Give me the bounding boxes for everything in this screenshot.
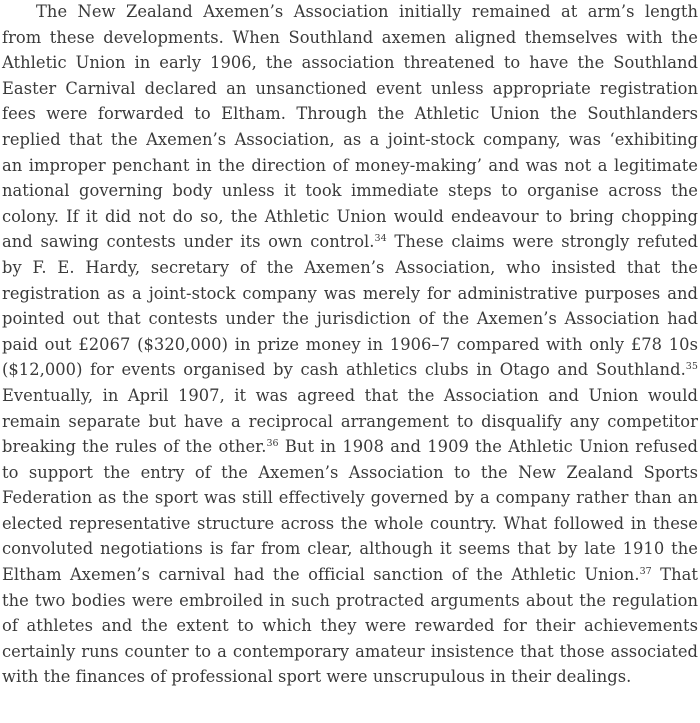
text-line-18-after: But in 1908 and 1909 the Athletic Union refused bbox=[278, 437, 698, 457]
text-line-13: pointed out that contests under the jurisdiction of the Axemen’s Association had bbox=[2, 309, 698, 329]
text-line-15-before: ($12,000) for events organised by cash athletics clubs in Otago and Southland. bbox=[2, 360, 686, 380]
text-line-20: Federation as the sport was still effectively governed by a company rather than an bbox=[2, 488, 698, 508]
text-line-23-after: That bbox=[651, 565, 698, 585]
text-line-27: with the finances of professional sport were unscrupulous in their dealings. bbox=[2, 667, 632, 687]
footnote-marker-37[interactable]: 37 bbox=[639, 566, 652, 578]
footnote-marker-34[interactable]: 34 bbox=[374, 233, 387, 245]
text-line-19: to support the entry of the Axemen’s Association to the New Zealand Sports bbox=[2, 462, 698, 482]
text-line-22: convoluted negotiations is far from clear, although it seems that by late 1910 the bbox=[2, 539, 698, 559]
text-line-15 bbox=[2, 357, 698, 383]
text-line-2: from these developments. When Southland axemen aligned themselves with the bbox=[2, 27, 698, 47]
text-line-10-after: These claims were strongly refuted bbox=[386, 232, 698, 252]
text-line-16: Eventually, in April 1907, it was agreed that the Association and Union would bbox=[2, 385, 698, 405]
text-line-14: paid out £2067 ($320,000) in prize money in 1906–7 compared with only £78 10s bbox=[2, 334, 698, 354]
text-line-17: remain separate but have a reciprocal arrangement to disqualify any competitor bbox=[2, 411, 698, 431]
text-line-3: Athletic Union in early 1906, the association threatened to have the Southland bbox=[2, 53, 698, 73]
text-line-1: The New Zealand Axemen’s Association initially remained at arm’s length bbox=[36, 2, 698, 21]
body-paragraph bbox=[2, 0, 698, 690]
text-line-18-before: breaking the rules of the other. bbox=[2, 437, 267, 457]
text-line-26: certainly runs counter to a contemporary amateur insistence that those associated bbox=[2, 641, 698, 661]
text-line-10-before: and sawing contests under its own control. bbox=[2, 232, 375, 252]
text-line-11: by F. E. Hardy, secretary of the Axemen’s Association, who insisted that the bbox=[2, 257, 698, 277]
text-line-5: fees were forwarded to Eltham. Through the Athletic Union the Southlanders bbox=[2, 104, 698, 124]
text-line-23-before: Eltham Axemen’s carnival had the official sanction of the Athletic Union. bbox=[2, 565, 640, 585]
text-line-10 bbox=[2, 229, 698, 255]
text-line-12: registration as a joint-stock company was merely for administrative purposes and bbox=[2, 283, 698, 303]
footnote-marker-36[interactable]: 36 bbox=[266, 438, 279, 450]
text-line-24: the two bodies were embroiled in such protracted arguments about the regulation bbox=[2, 590, 698, 610]
text-line-25: of athletes and the extent to which they were rewarded for their achievements bbox=[2, 616, 698, 636]
text-line-4: Easter Carnival declared an unsanctioned event unless appropriate registration bbox=[2, 78, 698, 98]
text-line-7: an improper penchant in the direction of money-making’ and was not a legitimate bbox=[2, 155, 698, 175]
footnote-marker-35[interactable]: 35 bbox=[685, 361, 698, 373]
text-line-21: elected representative structure across the whole country. What followed in these bbox=[2, 513, 698, 533]
text-line-23 bbox=[2, 562, 698, 588]
text-line-18 bbox=[2, 434, 698, 460]
text-line-9: colony. If it did not do so, the Athletic Union would endeavour to bring chopping bbox=[2, 206, 698, 226]
text-line-8: national governing body unless it took immediate steps to organise across the bbox=[2, 181, 698, 201]
text-line-6: replied that the Axemen’s Association, as a joint-stock company, was ‘exhibiting bbox=[2, 129, 698, 149]
